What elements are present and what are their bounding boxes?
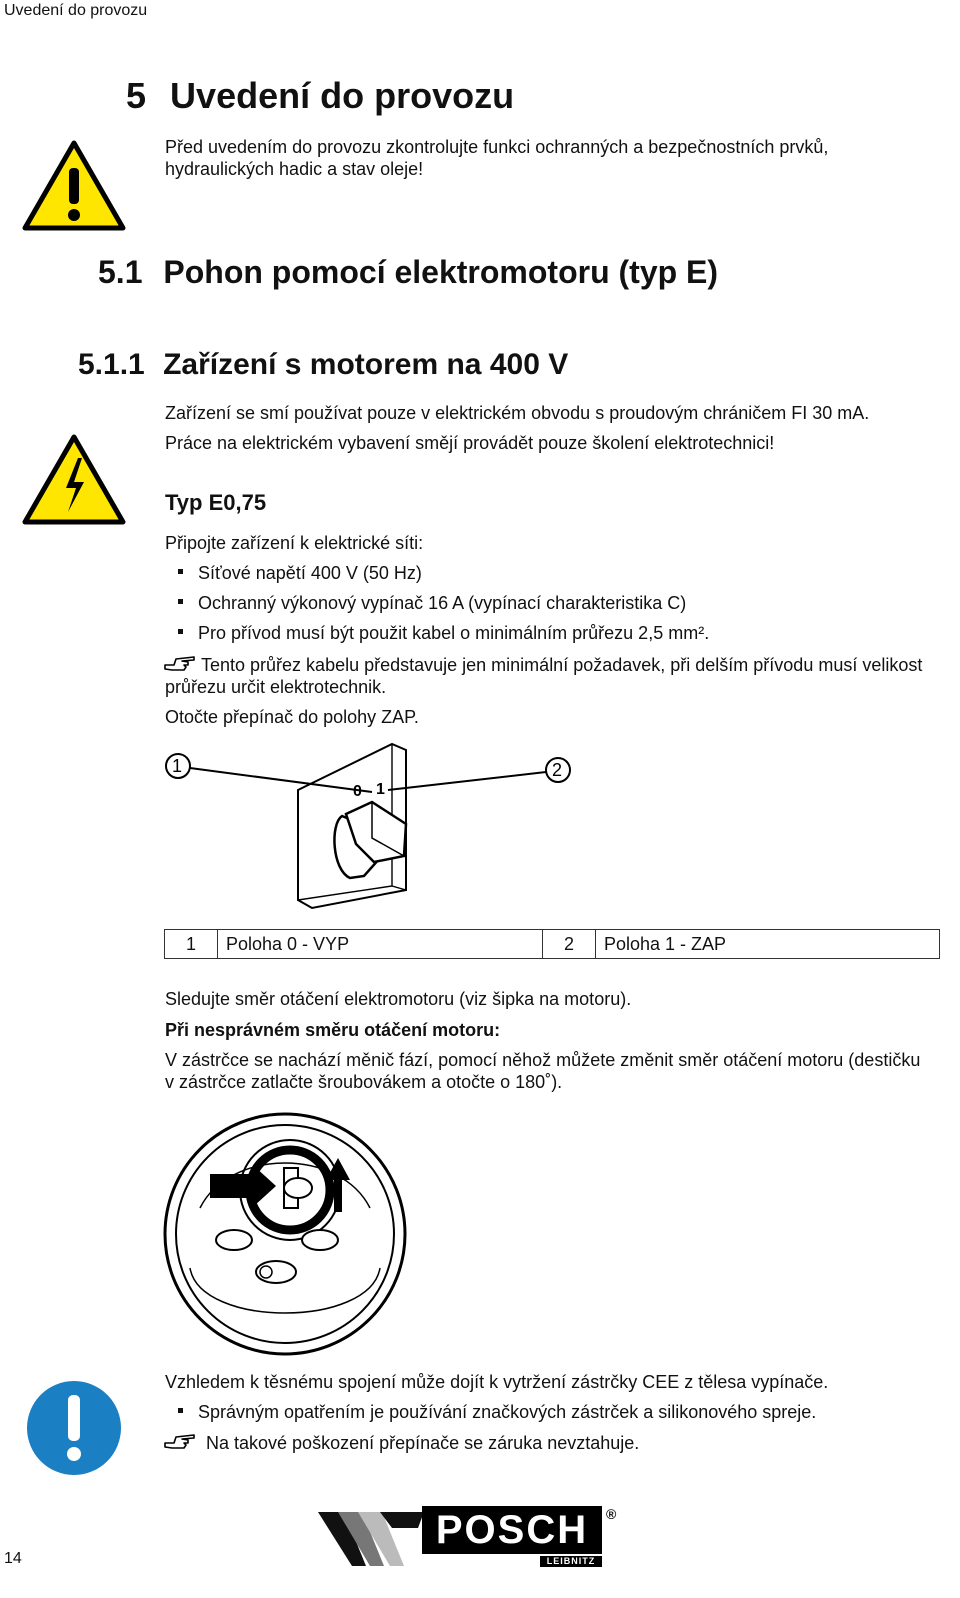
bullet-mark (178, 569, 183, 574)
pointing-hand-icon (164, 1431, 196, 1451)
cable-note: Tento průřez kabelu představuje jen minimální požadavek, při delším přívodu musí velikost průřezu určit elektrotechnik. (165, 655, 923, 697)
warning-intro-text: Před uvedením do provozu zkontrolujte funkci ochranných a bezpečnostních prvků, hydraulických hadic a stav oleje! (165, 137, 829, 179)
posch-logo (318, 1506, 624, 1568)
cee-notice: Vzhledem k těsnému spojení může dojít k vytržení zástrčky CEE z tělesa vypínače. (165, 1372, 829, 1392)
table-cell-number: 1 (165, 930, 218, 958)
requirement-item: Pro přívod musí být použit kabel o minimálním průřezu 2,5 mm². (198, 623, 710, 643)
warranty-note: Na takové poškození přepínače se záruka nevztahuje. (206, 1433, 640, 1453)
section-heading (98, 252, 718, 292)
electric-warning-line: Zařízení se smí používat pouze v elektrickém obvodu s proudovým chráničem FI 30 mA. (165, 403, 870, 423)
bullet-mark (178, 1408, 183, 1413)
callout-1: 1 (172, 756, 183, 776)
chapter-title: Uvedení do provozu (170, 75, 515, 116)
wrong-rotation-heading: Při nesprávném směru otáčení motoru: (165, 1020, 501, 1040)
subsection-title: Zařízení s motorem na 400 V (163, 348, 569, 381)
mandatory-notice-icon (26, 1380, 122, 1476)
switch-mark-0: 0 (353, 783, 362, 800)
cee-bullet: Správným opatřením je používání značkových zástrček a silikonového spreje. (198, 1402, 817, 1422)
electric-hazard-icon (22, 434, 126, 526)
rotation-check: Sledujte směr otáčení elektromotoru (viz šipka na motoru). (165, 989, 632, 1009)
requirement-item: Síťové napětí 400 V (50 Hz) (198, 563, 422, 583)
switch-instruction: Otočte přepínač do polohy ZAP. (165, 707, 419, 727)
section-title: Pohon pomocí elektromotoru (typ E) (163, 254, 719, 290)
rotary-switch-illustration (160, 740, 600, 918)
chapter-number: 5 (126, 75, 147, 116)
chapter-heading (126, 74, 514, 118)
section-number: 5.1 (98, 254, 143, 290)
posch-w-mark (318, 1510, 428, 1568)
page-number: 14 (4, 1550, 22, 1567)
phase-inverter-text: V zástrčce se nachází měnič fází, pomocí něhož můžete změnit směr otáčení motoru (destičku v zástrčce zatlačte šroubovákem a otočte o 180˚). (165, 1050, 921, 1092)
table-cell-label: Poloha 1 - ZAP (604, 934, 727, 954)
subsection-heading (78, 346, 568, 384)
connect-intro: Připojte zařízení k elektrické síti: (165, 533, 424, 553)
subsection-number: 5.1.1 (78, 348, 145, 381)
requirement-item: Ochranný výkonový vypínač 16 A (vypínací charakteristika C) (198, 593, 687, 613)
general-warning-icon (22, 140, 126, 232)
registered-mark: ® (606, 1506, 617, 1522)
switch-mark-1: 1 (376, 781, 385, 798)
posch-wordmark-box (422, 1506, 602, 1554)
position-table (164, 929, 940, 959)
cee-plug-illustration (160, 1108, 410, 1360)
electric-warning-line: Práce na elektrickém vybavení smějí provádět pouze školení elektrotechnici! (165, 433, 775, 453)
callout-2: 2 (552, 760, 563, 780)
running-header: Uvedení do provozu (4, 2, 148, 19)
bullet-mark (178, 629, 183, 634)
posch-wordmark: POSCH (435, 1508, 589, 1552)
table-cell-label: Poloha 0 - VYP (218, 930, 543, 958)
table-cell-number: 2 (543, 930, 596, 958)
bullet-mark (178, 599, 183, 604)
posch-sub: LEIBNITZ (540, 1556, 602, 1567)
type-heading: Typ E0,75 (165, 490, 267, 515)
